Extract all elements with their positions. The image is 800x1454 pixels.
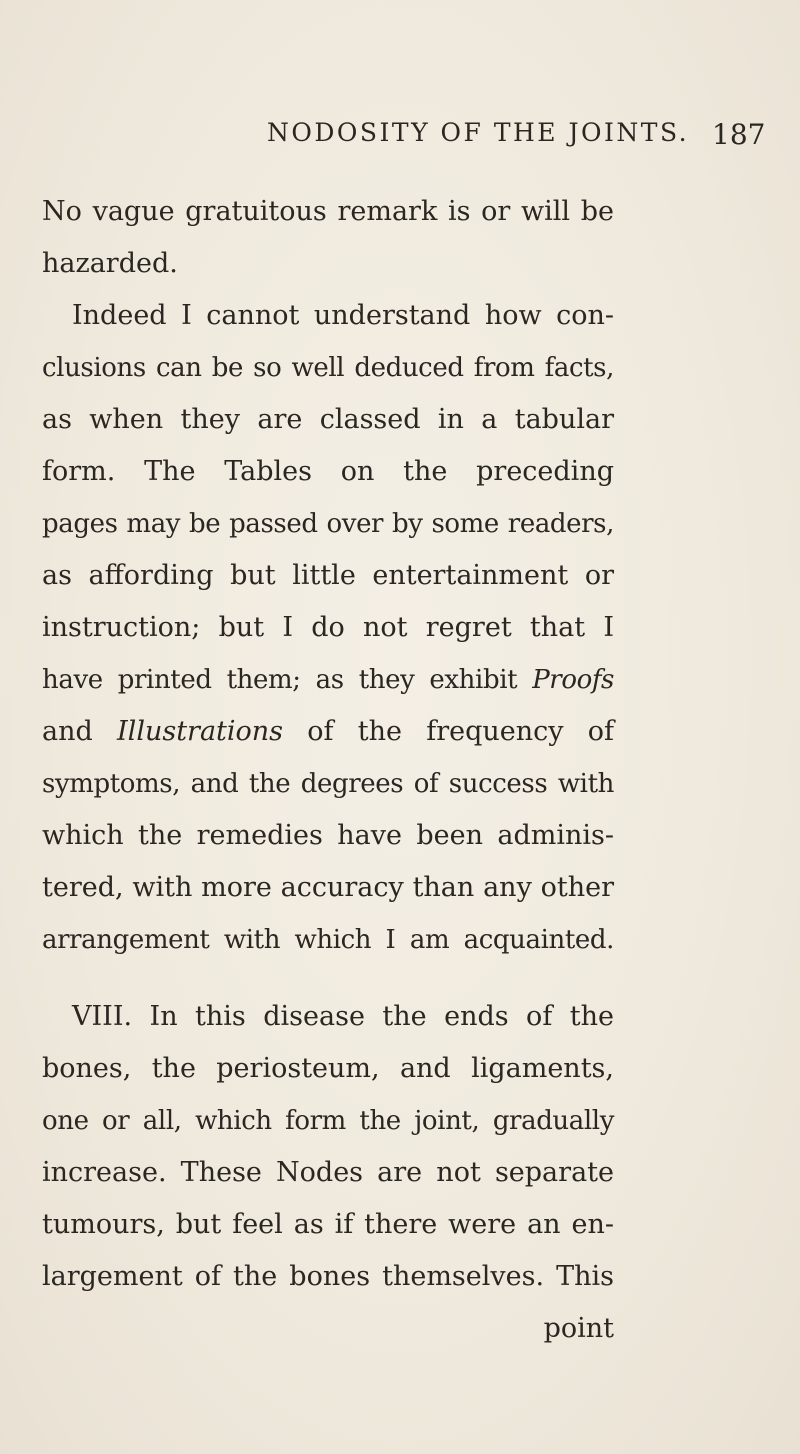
text-segment: and [42, 716, 93, 747]
text-segment: have printed them; as they exhibit [42, 665, 518, 695]
page-number: 187 [712, 118, 766, 151]
italic-term: Illustrations [117, 716, 284, 747]
text-line [42, 706, 614, 758]
running-title: NODOSITY OF THE JOINTS. [267, 118, 690, 147]
text-line: one or all, which form the joint, gradually [42, 1106, 614, 1136]
text-line: instruction; but I do not regret that I [42, 612, 614, 643]
italic-term: Proofs [532, 665, 614, 695]
text-line: hazarded. [42, 248, 178, 279]
running-head [0, 118, 800, 158]
text-line [42, 654, 614, 706]
text-line: bones, the periosteum, and ligaments, [42, 1053, 614, 1084]
text-line: tumours, but feel as if there were an en- [42, 1209, 614, 1240]
text-line: clusions can be so well deduced from facts, [42, 353, 614, 383]
text-line: No vague gratuitous remark is or will be [42, 196, 614, 227]
text-line: largement of the bones themselves. This [42, 1261, 614, 1292]
text-line: Indeed I cannot understand how con- [72, 300, 614, 331]
text-line: pages may be passed over by some readers, [42, 509, 614, 539]
text-line: VIII. In this disease the ends of the [72, 1001, 614, 1032]
text-line: form. The Tables on the preceding [42, 456, 614, 487]
catchword: point [543, 1313, 614, 1344]
text-line: as when they are classed in a tabular [42, 404, 614, 435]
text-line: arrangement with which I am acquainted. [42, 925, 614, 955]
text-line: as affording but little entertainment or [42, 560, 614, 591]
text-line: tered, with more accuracy than any other [42, 872, 614, 903]
text-segment: of the frequency of [307, 716, 614, 747]
text-line: symptoms, and the degrees of success with [42, 769, 614, 799]
text-line: increase. These Nodes are not separate [42, 1157, 614, 1188]
text-line: which the remedies have been adminis- [42, 820, 614, 851]
body-text [42, 186, 614, 1355]
